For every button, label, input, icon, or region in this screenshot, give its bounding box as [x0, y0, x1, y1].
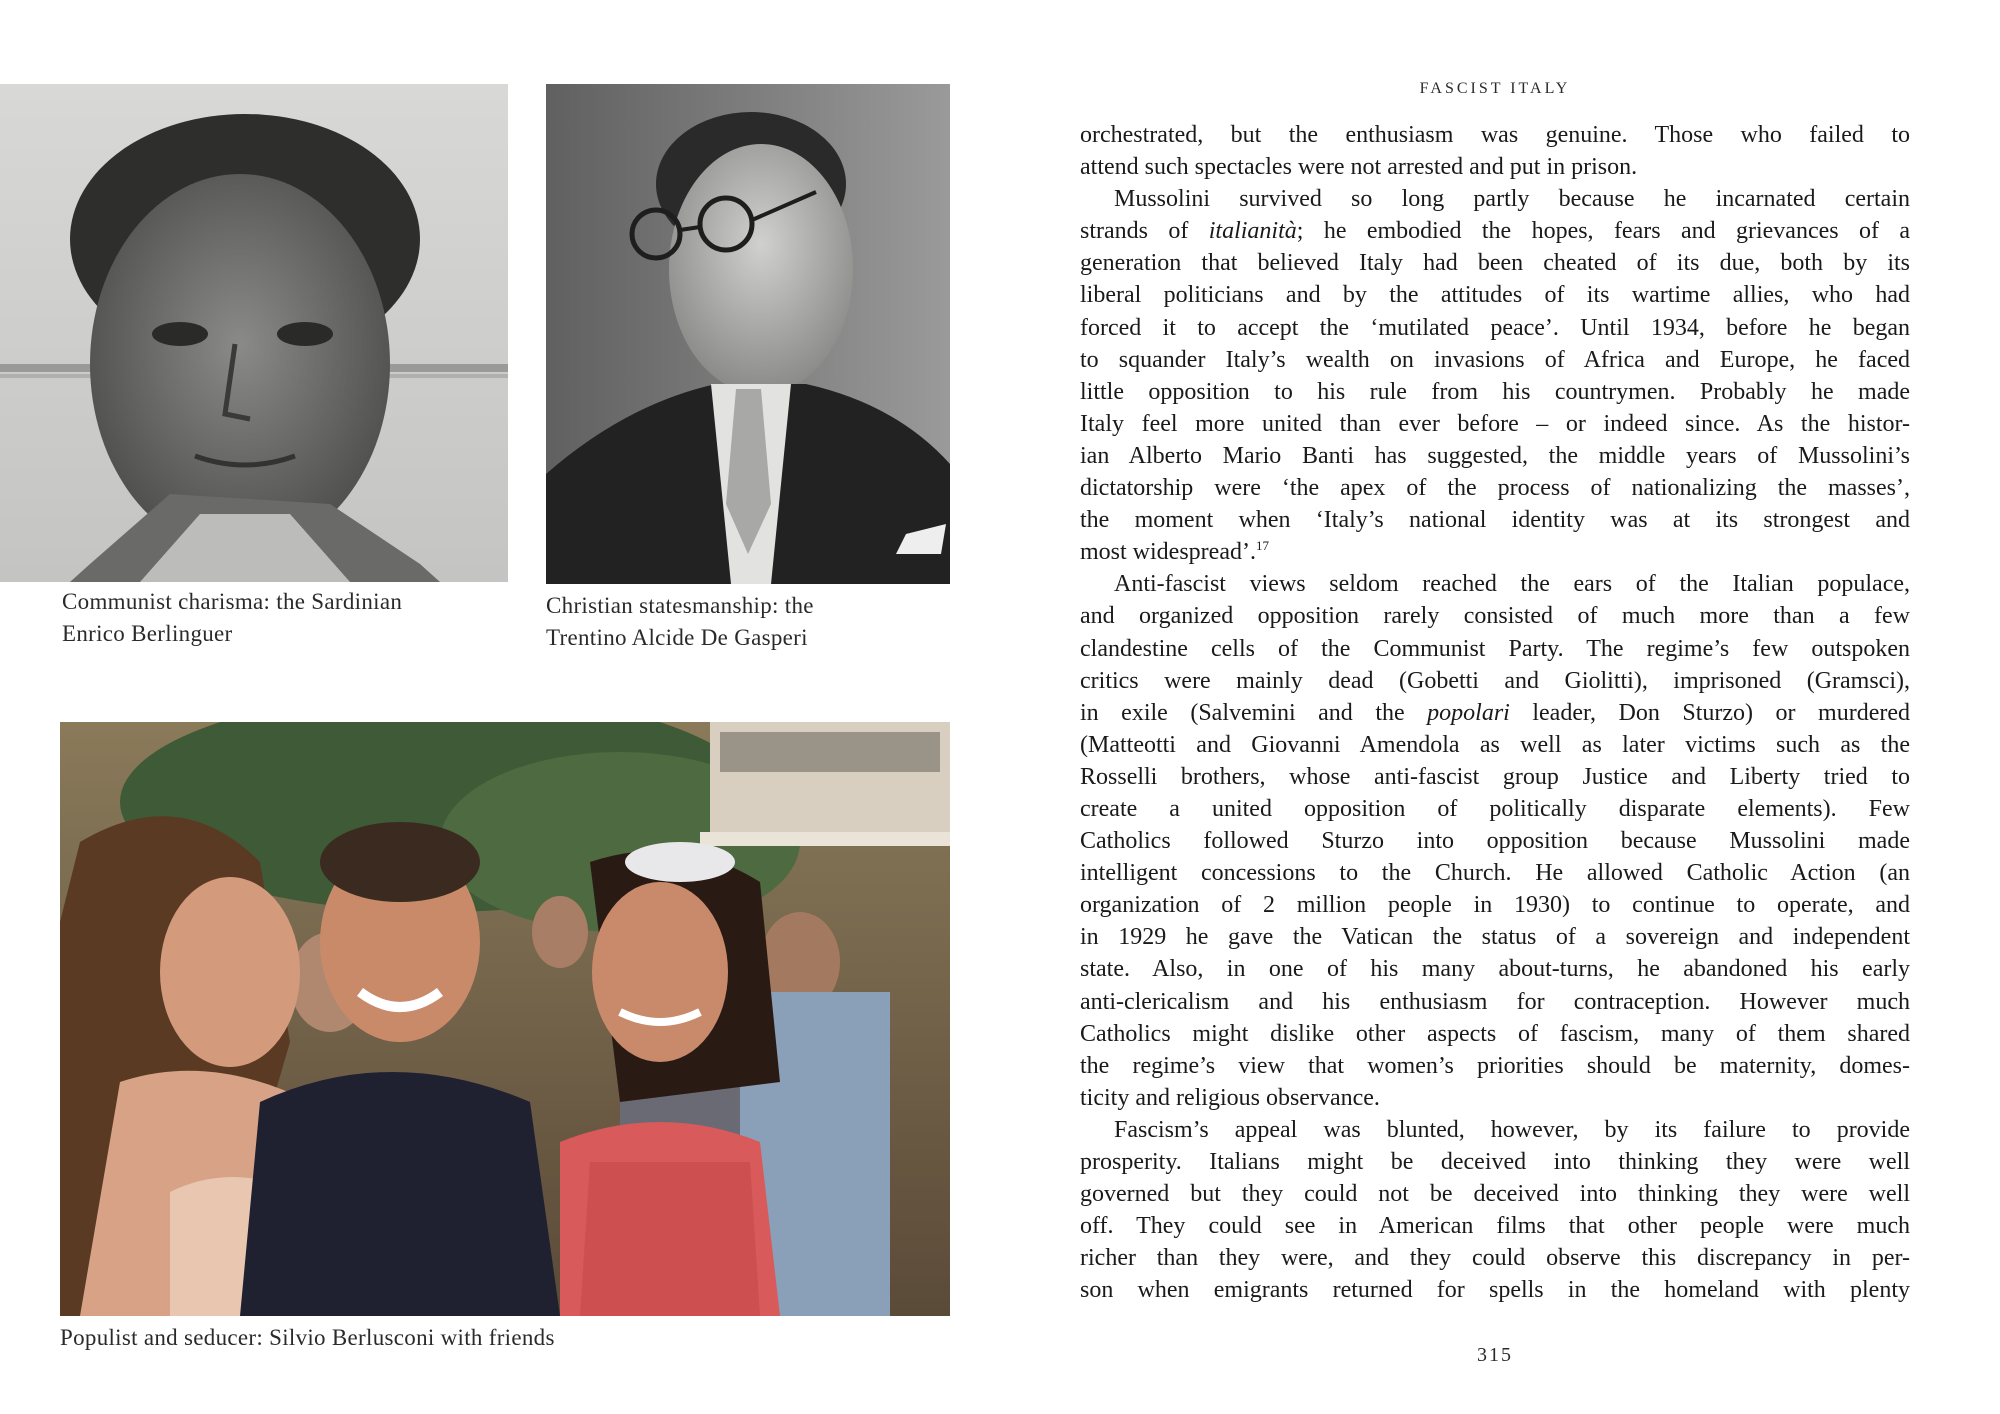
photo-degasperi: [546, 84, 950, 584]
text-line: Catholics followed Sturzo into opposition because Mussolini made: [1080, 828, 1910, 855]
text-line: little opposition to his rule from his countrymen. Probably he made: [1080, 378, 1910, 405]
group-photo-icon: [60, 722, 950, 1316]
text-line: forced it to accept the ‘mutilated peace’. Until 1934, before he began: [1080, 314, 1910, 341]
text-line: clandestine cells of the Communist Party. The regime’s few outspoken: [1080, 635, 1910, 662]
caption-degasperi: [546, 590, 946, 654]
text-line: Mussolini survived so long partly because he incarnated certain: [1114, 186, 1910, 213]
portrait-photo-icon: [546, 84, 950, 584]
running-head: FASCIST ITALY: [1419, 80, 1571, 97]
page-number: 315: [1477, 1344, 1513, 1366]
text-line: richer than they were, and they could observe this discrepancy in per-: [1080, 1245, 1910, 1272]
caption-line: Trentino Alcide De Gasperi: [546, 625, 808, 650]
text-line: to squander Italy’s wealth on invasions of Africa and Europe, he faced: [1080, 346, 1910, 373]
text-line: dictatorship were ‘the apex of the process of nationalizing the masses’,: [1080, 475, 1910, 502]
text-line: most widespread’.$^{17}$: [1080, 538, 1269, 566]
text-line: Anti-fascist views seldom reached the ears of the Italian populace,: [1114, 571, 1910, 598]
photo-berlinguer: [0, 84, 508, 582]
text-line: governed but they could not be deceived into thinking they were well: [1080, 1181, 1910, 1208]
italic-term: popolari: [1427, 699, 1510, 726]
text-line: (Matteotti and Giovanni Amendola as well as later victims such as the: [1080, 731, 1910, 758]
caption-line: Christian statesmanship: the: [546, 593, 814, 618]
text-line: generation that believed Italy had been cheated of its due, both by its: [1080, 250, 1910, 277]
caption-berlinguer: [62, 586, 502, 650]
caption-line: Populist and seducer: Silvio Berlusconi with friends: [60, 1325, 555, 1350]
caption-line: Communist charisma: the Sardinian: [62, 589, 403, 614]
caption-berlusconi: [60, 1322, 940, 1354]
text-line: state. Also, in one of his many about-turns, he abandoned his early: [1080, 956, 1910, 983]
text-line: anti-clericalism and his enthusiasm for contraception. However much: [1080, 988, 1910, 1015]
text-line: organization of 2 million people in 1930) to continue to operate, and: [1080, 892, 1910, 919]
text-line: intelligent concessions to the Church. He allowed Catholic Action (an: [1080, 860, 1910, 887]
text-line: attend such spectacles were not arrested and put in prison.: [1080, 154, 1638, 181]
text-line: in 1929 he gave the Vatican the status of a sovereign and independent: [1080, 924, 1910, 951]
text-line: create a united opposition of politically disparate elements). Few: [1080, 795, 1910, 822]
text-line: Rosselli brothers, whose anti-fascist group Justice and Liberty tried to: [1080, 763, 1910, 790]
portrait-photo-icon: [0, 84, 508, 582]
text-line: off. They could see in American films that other people were much: [1080, 1213, 1910, 1240]
text-line: prosperity. Italians might be deceived into thinking they were well: [1080, 1149, 1910, 1175]
text-line: Italy feel more united than ever before – or indeed since. As the histor-: [1080, 410, 1910, 437]
body-text: [1080, 119, 1910, 1306]
text-line: ticity and religious observance.: [1080, 1084, 1380, 1111]
caption-line: Enrico Berlinguer: [62, 621, 233, 646]
text-line: son when emigrants returned for spells in the homeland with plenty: [1080, 1277, 1910, 1304]
italic-term: italianità: [1208, 218, 1297, 245]
text-line: the regime’s view that women’s priorities should be maternity, domes-: [1080, 1052, 1910, 1079]
text-line: ian Alberto Mario Banti has suggested, the middle years of Mussolini’s: [1080, 442, 1910, 469]
photo-berlusconi: [60, 722, 950, 1316]
footnote-marker: 17: [1255, 538, 1269, 554]
text-line: strands of italianità; he embodied the hopes, fears and grievances of a: [1080, 218, 1911, 245]
text-line: liberal politicians and by the attitudes of its wartime allies, who had: [1080, 282, 1910, 309]
text-line: orchestrated, but the enthusiasm was genuine. Those who failed to: [1080, 122, 1910, 148]
text-line: critics were mainly dead (Gobetti and Giolitti), imprisoned (Gramsci),: [1080, 667, 1910, 694]
text-line: and organized opposition rarely consisted of much more than a few: [1080, 603, 1910, 630]
text-line: Fascism’s appeal was blunted, however, by its failure to provide: [1114, 1116, 1910, 1143]
text-line: the moment when ‘Italy’s national identity was at its strongest and: [1080, 507, 1910, 534]
text-line: in exile (Salvemini and the popolari leader, Don Sturzo) or murdered: [1080, 699, 1910, 726]
text-line: Catholics might dislike other aspects of fascism, many of them shared: [1080, 1020, 1910, 1047]
